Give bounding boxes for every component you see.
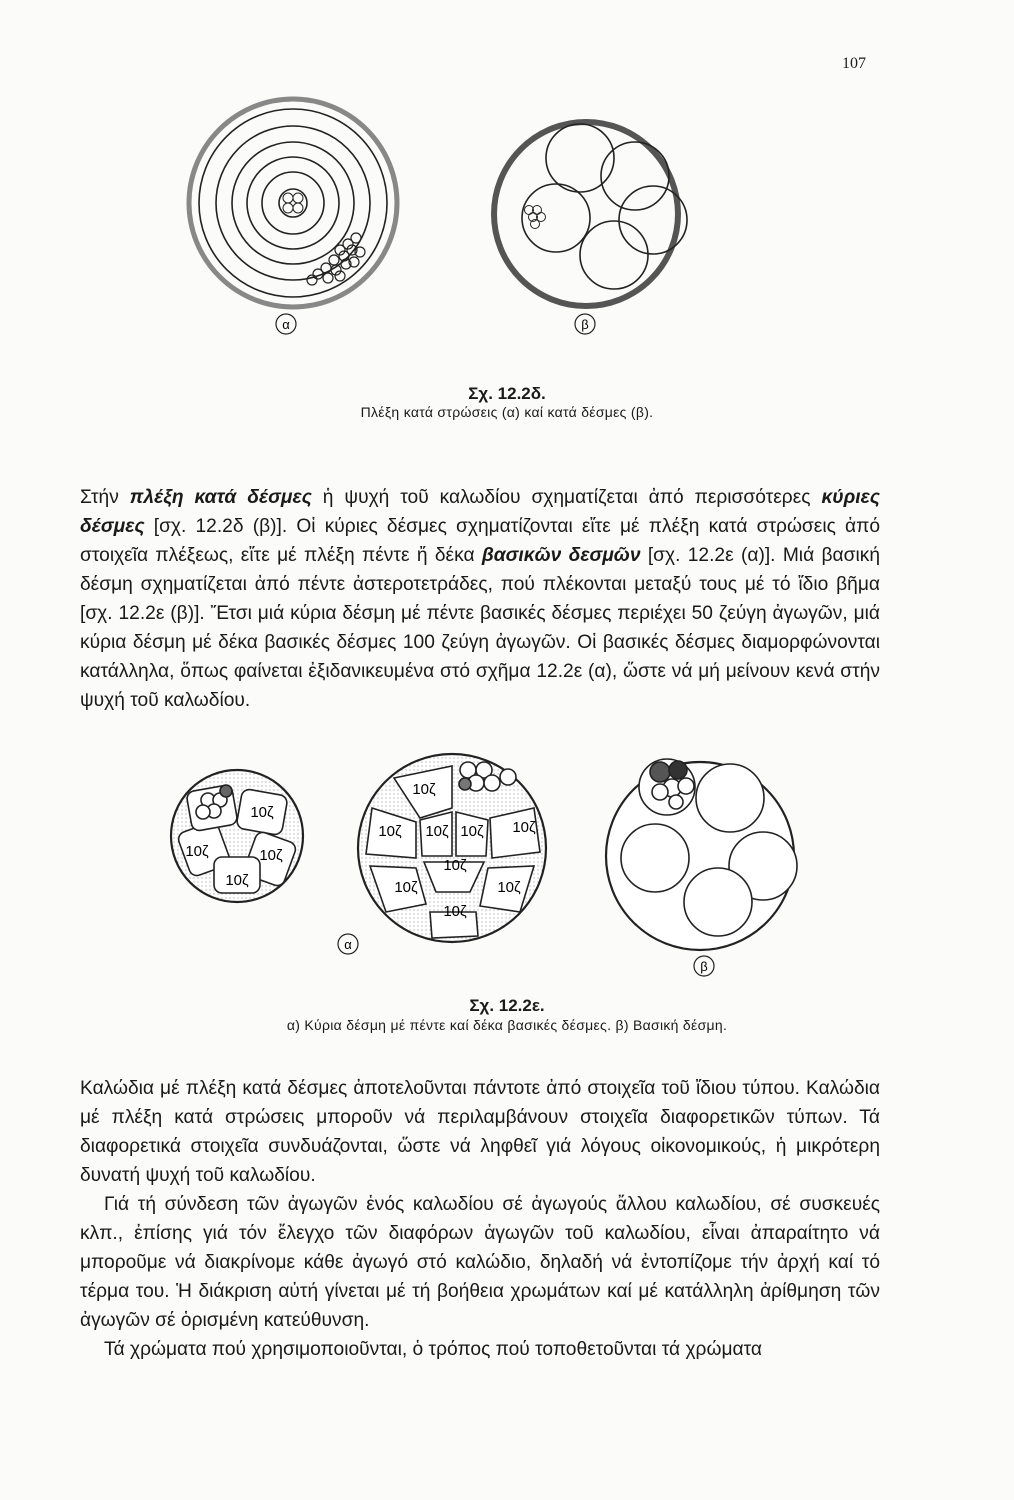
paragraph-text: Τά χρώματα πού χρησιμοποιοῦνται, ὁ τρόπος πού τοποθετοῦνται τά χρώματα bbox=[104, 1339, 762, 1360]
segment-label: 10ζ bbox=[394, 879, 418, 896]
paragraph-cable-types bbox=[80, 1074, 880, 1364]
segment-label: 10ζ bbox=[250, 804, 274, 821]
figure1-title: Σχ. 12.2δ. bbox=[468, 384, 546, 403]
segment-label: 10ζ bbox=[185, 843, 209, 860]
paragraph-text: Γιά τή σύνδεση τῶν ἀγωγῶν ἑνός καλωδίου σέ ἀγωγούς ἄλλου καλωδίου, σέ συσκευές κλπ., ἐπίσης γιά τόν ἔλεγχο τῶν διαφόρων ἀγωγῶν τοῦ καλωδίου, εἶναι ἀπαραίτητο νά μποροῦμε νά διακρίνομε κάθε ἀγωγό στό καλώδιο, δηλαδή νά ἐντοπίζομε τήν ἀρχή καί τό τέρμα του. Ἡ διάκριση αὐτή γίνεται μέ τή βοήθεια χρωμάτων καί μέ κατάλληλη ἀρίθμηση τῶν ἀγωγῶν σέ ὁρισμένη κατεύθυνση. bbox=[80, 1194, 880, 1331]
figure-12-2d bbox=[0, 90, 1014, 360]
segment-label: 10ζ bbox=[460, 823, 484, 840]
segment-label: 10ζ bbox=[443, 903, 467, 920]
segment-label: 10ζ bbox=[225, 872, 249, 889]
label-a-text: α bbox=[282, 317, 290, 332]
page-number: 107 bbox=[842, 55, 866, 72]
diagram-layer-stranding bbox=[189, 99, 397, 307]
label-b-text: β bbox=[700, 959, 708, 974]
label-a-text: α bbox=[344, 937, 352, 952]
paragraph-bundle-stranding: Στήν πλέξη κατά δέσμες ἡ ψυχή τοῦ καλωδίου σχηματίζεται ἀπό περισσότερες κύριες δέσμες [σχ. 12.2δ (β)]. Οἱ κύριες δέσμες σχηματίζονται εἴτε μέ πλέξη κατά στρώσεις ἀπό στοιχεῖα πλέξεως, εἴτε μέ πλέξη πέντε ἤ δέκα βασικῶν δεσμῶν [σχ. 12.2ε (α)]. Μιά βασική δέσμη σχηματίζεται ἀπό πέντε ἀστεροτετράδες, πού πλέκονται μεταξύ τους μέ τό ἴδιο βῆμα [σχ. 12.2ε (β)]. Ἔτσι μιά κύρια δέσμη μέ πέντε βασικές δέσμες περιέχει 50 ζεύγη ἀγωγῶν, μιά κύρια δέσμη μέ δέκα βασικές δέσμες 100 ζεύγη ἀγωγῶν. Οἱ βασικές δέσμες διαμορφώνονται κατάλληλα, ὅπως φαίνεται ἐξιδανικευμένα στό σχῆμα 12.2ε (α), ὥστε νά μή μείνουν κενά στήν ψυχή τοῦ καλωδίου. bbox=[80, 487, 880, 711]
segment-label: 10ζ bbox=[425, 823, 449, 840]
paragraph-text: Καλώδια μέ πλέξη κατά δέσμες ἀποτελοῦνται πάντοτε ἀπό στοιχεῖα τοῦ ἴδιου τύπου. Καλώδια μέ πλέξη κατά στρώσεις μποροῦν νά περιλαμβάνουν στοιχεῖα διαφορετικῶν τύπων. Τά διαφορετικά στοιχεῖα συνδυάζονται, ὥστε νά ληφθεῖ γιά λόγους οἰκονομικούς, ἡ μικρότερη δυνατή ψυχή τοῦ καλωδίου. bbox=[80, 1078, 880, 1186]
segment-label: 10ζ bbox=[259, 847, 283, 864]
segment-label: 10ζ bbox=[378, 823, 402, 840]
basic-bundle bbox=[606, 759, 797, 950]
label-b-text: β bbox=[581, 317, 589, 332]
segment-label: 10ζ bbox=[512, 819, 536, 836]
figure-12-2e bbox=[0, 740, 1014, 980]
segment-label: 10ζ bbox=[497, 879, 521, 896]
segment-label: 10ζ bbox=[412, 781, 436, 798]
figure2-caption: α) Κύρια δέσμη μέ πέντε καί δέκα βασικές δέσμες. β) Βασική δέσμη. bbox=[286, 1017, 728, 1033]
figure2-title: Σχ. 12.2ε. bbox=[469, 996, 545, 1015]
figure1-caption: Πλέξη κατά στρώσεις (α) καί κατά δέσμες (β). bbox=[360, 404, 654, 420]
diagram-bundle-stranding bbox=[494, 122, 687, 306]
segment-label: 10ζ bbox=[443, 857, 467, 874]
